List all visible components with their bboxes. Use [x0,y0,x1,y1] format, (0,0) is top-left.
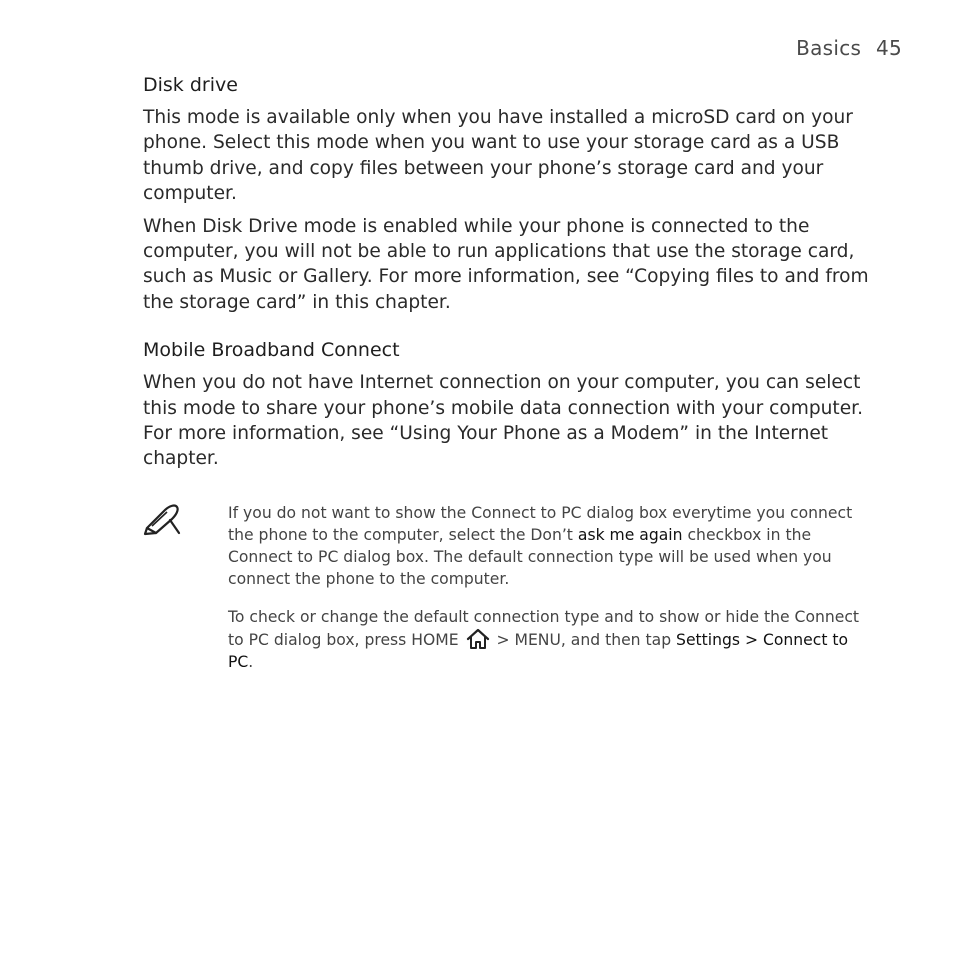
page-content [143,72,883,673]
note-paragraph-2 [228,606,878,674]
disk-drive-heading: Disk drive [143,74,238,96]
note-ask-me-again-term: ask me again [577,526,683,545]
note-pencil-icon [143,500,183,536]
header-section: Basics [796,36,862,60]
note-box [143,502,883,673]
note-paragraph-1 [228,502,878,591]
mobile-broadband-paragraph: When you do not have Internet connection on your computer, you can select this mode to share your phone’s mobile data connection with your computer. For more information, see “Using Your Phone as a Modem” in the Internet chapter. [143,372,863,470]
note-p1-text-before: If you do not want to show the Connect to PC dialog box everytime you connect the phone to the computer, select the Don’t [228,503,853,545]
note-p1-text-after: checkbox in the Connect to PC dialog box. The default connection type will be used when you connect the phone to the computer. [228,526,832,589]
note-settings-connect-term: Settings > Connect to PC [228,630,849,672]
disk-drive-paragraph-1: This mode is available only when you have installed a microSD card on your phone. Select this mode when you want to use your storage card as a USB thumb drive, and copy files between your phone’s storage card and your computer. [143,107,853,205]
home-icon [466,628,490,650]
page-number: 45 [875,36,902,60]
page-header [796,36,902,60]
note-p2-text-after: . [248,653,254,672]
note-p2-text-before: To check or change the default connection type and to show or hide the Connect to PC dialog box, press HOME [228,607,860,649]
mobile-broadband-heading: Mobile Broadband Connect [143,339,400,362]
disk-drive-paragraph-2: When Disk Drive mode is enabled while your phone is connected to the computer, you will not be able to run applications that use the storage card, such as Music or Gallery. For more information, see “Copying files to and from the storage card” in this chapter. [143,215,869,313]
note-p2-text-middle: > MENU, and then tap [491,630,677,649]
